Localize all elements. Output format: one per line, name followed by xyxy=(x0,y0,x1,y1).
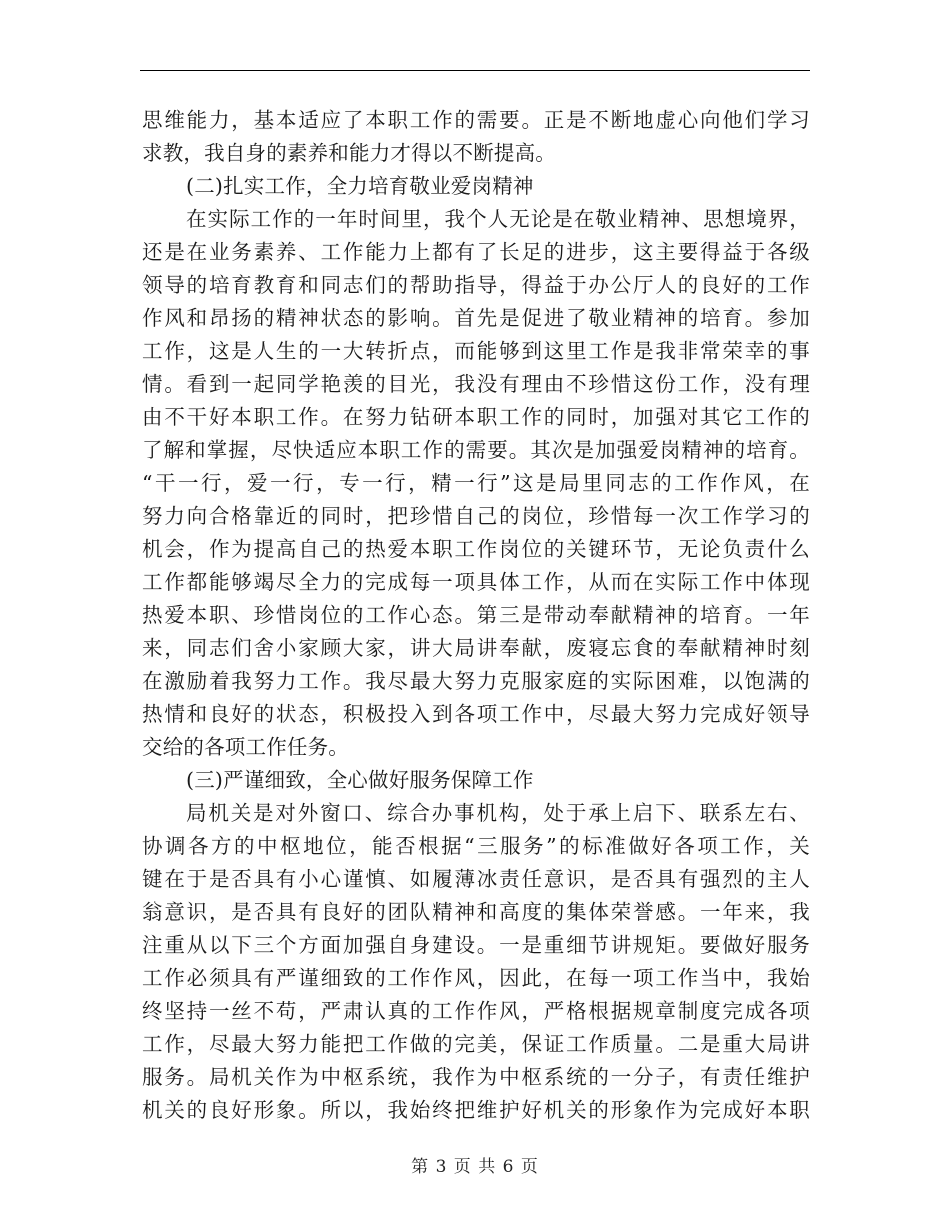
text-line: 键在于是否具有小心谨慎、如履薄冰责任意识，是否具有强烈的主人 xyxy=(142,867,810,891)
text-line: 工作都能够竭尽全力的完成每一项具体工作，从而在实际工作中体现 xyxy=(142,570,810,594)
text-line: 领导的培育教育和同志们的帮助指导，得益于办公厅人的良好的工作 xyxy=(142,273,810,297)
text-line: 还是在业务素养、工作能力上都有了长足的进步，这主要得益于各级 xyxy=(142,240,810,264)
text-line: 在激励着我努力工作。我尽最大努力克服家庭的实际困难，以饱满的 xyxy=(142,669,810,693)
text-line: (三)严谨细致，全心做好服务保障工作 xyxy=(186,768,534,792)
text-line: 终坚持一丝不苟，严肃认真的工作作风，严格根据规章制度完成各项 xyxy=(142,999,810,1023)
document-body xyxy=(142,104,810,1127)
text-line: 思维能力，基本适应了本职工作的需要。正是不断地虚心向他们学习 xyxy=(142,108,810,132)
text-line: 努力向合格靠近的同时，把珍惜自己的岗位，珍惜每一次工作学习的 xyxy=(142,504,810,528)
text-line: “干一行，爱一行，专一行，精一行”这是局里同志的工作作风，在 xyxy=(142,471,810,495)
text-line: 翁意识，是否具有良好的团队精神和高度的集体荣誉感。一年来，我 xyxy=(142,900,810,924)
text-line: 注重从以下三个方面加强自身建设。一是重细节讲规矩。要做好服务 xyxy=(142,933,810,957)
text-line: 了解和掌握，尽快适应本职工作的需要。其次是加强爱岗精神的培育。 xyxy=(142,438,810,462)
text-line: 由不干好本职工作。在努力钻研本职工作的同时，加强对其它工作的 xyxy=(142,405,810,429)
text-line: 在实际工作的一年时间里，我个人无论是在敬业精神、思想境界， xyxy=(186,207,810,231)
text-line: 热情和良好的状态，积极投入到各项工作中，尽最大努力完成好领导 xyxy=(142,702,810,726)
text-line: 作风和昂扬的精神状态的影响。首先是促进了敬业精神的培育。参加 xyxy=(142,306,810,330)
text-line: 局机关是对外窗口、综合办事机构，处于承上启下、联系左右、 xyxy=(186,801,810,825)
text-line: 机会，作为提高自己的热爱本职工作岗位的关键环节，无论负责什么 xyxy=(142,537,810,561)
text-line: 来，同志们舍小家顾大家，讲大局讲奉献，废寝忘食的奉献精神时刻 xyxy=(142,636,810,660)
text-line: 工作，这是人生的一大转折点，而能够到这里工作是我非常荣幸的事 xyxy=(142,339,810,363)
text-line: 求教，我自身的素养和能力才得以不断提高。 xyxy=(142,141,556,165)
text-line: 工作，尽最大努力能把工作做的完美，保证工作质量。二是重大局讲 xyxy=(142,1032,810,1056)
text-line: 情。看到一起同学艳羡的目光，我没有理由不珍惜这份工作，没有理 xyxy=(142,372,810,396)
text-line: 工作必须具有严谨细致的工作作风，因此，在每一项工作当中，我始 xyxy=(142,966,810,990)
text-line: 机关的良好形象。所以，我始终把维护好机关的形象作为完成好本职 xyxy=(142,1098,810,1122)
text-line: 热爱本职、珍惜岗位的工作心态。第三是带动奉献精神的培育。一年 xyxy=(142,603,810,627)
text-line: 服务。局机关作为中枢系统，我作为中枢系统的一分子，有责任维护 xyxy=(142,1065,810,1089)
header-rule xyxy=(140,70,810,71)
text-line: 交给的各项工作任务。 xyxy=(142,735,349,759)
text-line: 协调各方的中枢地位，能否根据“三服务”的标准做好各项工作，关 xyxy=(142,834,810,858)
page-footer: 第 3 页 共 6 页 xyxy=(411,1157,539,1177)
text-line: (二)扎实工作，全力培育敬业爱岗精神 xyxy=(186,174,534,198)
